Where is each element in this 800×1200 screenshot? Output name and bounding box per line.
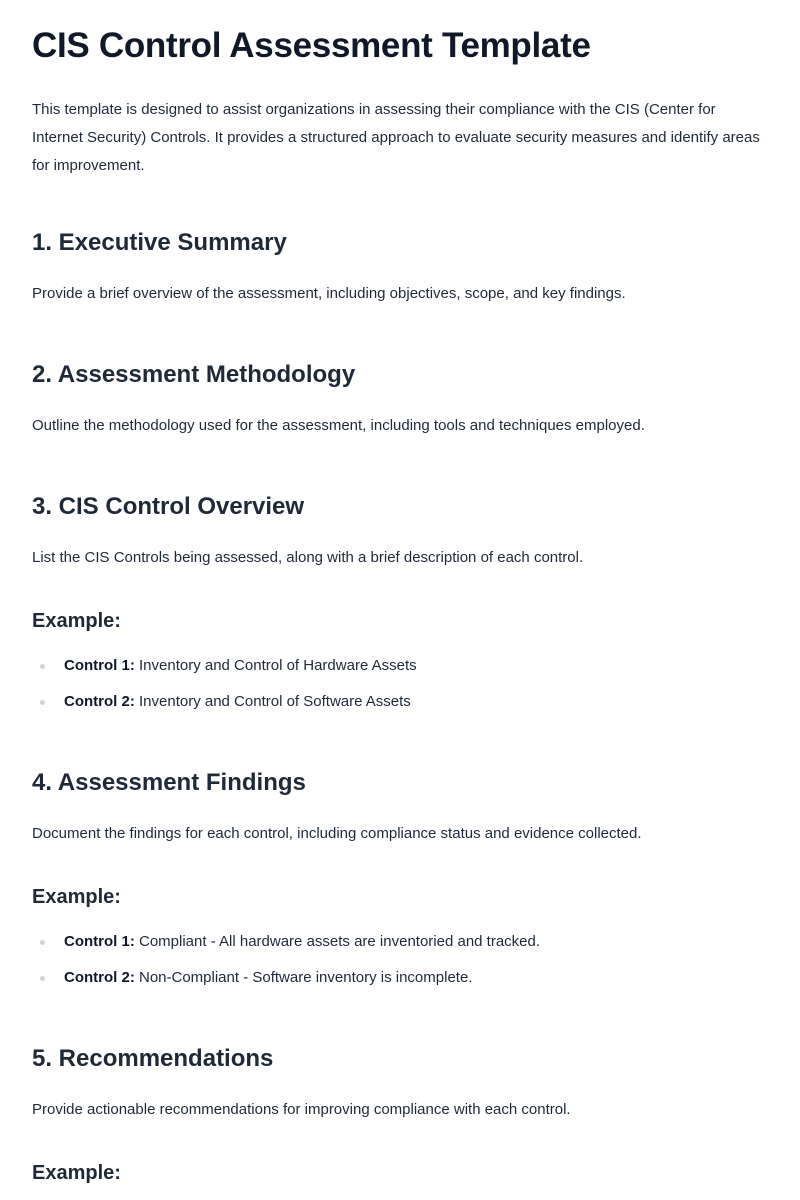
section-heading: 5. Recommendations [32,1045,274,1072]
finding-description: Compliant - All hardware assets are inventoried and tracked. [134,933,541,950]
example-list [32,924,768,996]
bullet-icon [40,940,45,945]
section-cis-control-overview [32,492,768,720]
section-text: Provide actionable recommendations for improving compliance with each control. [32,1101,571,1118]
control-description: Inventory and Control of Software Assets [134,693,411,710]
page-title: CIS Control Assessment Template [32,26,591,65]
control-description: Inventory and Control of Hardware Assets [134,657,417,674]
section-heading: 4. Assessment Findings [32,769,306,796]
section-recommendations [32,1044,768,1186]
control-label: Control 2: [64,969,135,986]
example-heading: Example: [32,886,121,908]
section-text: Outline the methodology used for the assessment, including tools and techniques employed. [32,417,645,434]
section-text: List the CIS Controls being assessed, along with a brief description of each control. [32,549,584,566]
control-label: Control 2: [64,693,135,710]
section-text: Provide a brief overview of the assessment, including objectives, scope, and key findings. [32,285,626,302]
list-item [32,684,768,720]
list-item [32,648,768,684]
example-heading: Example: [32,610,121,632]
section-assessment-methodology [32,360,768,440]
list-item [32,960,768,996]
control-label: Control 1: [64,933,135,950]
section-assessment-findings [32,768,768,996]
section-executive-summary [32,228,768,308]
section-heading: 2. Assessment Methodology [32,361,356,388]
example-heading: Example: [32,1162,121,1184]
bullet-icon [40,976,45,981]
section-heading: 1. Executive Summary [32,229,287,256]
finding-description: Non-Compliant - Software inventory is incomplete. [134,969,473,986]
example-list [32,648,768,720]
bullet-icon [40,664,45,669]
section-text: Document the findings for each control, including compliance status and evidence collected. [32,825,642,842]
control-label: Control 1: [64,657,135,674]
section-heading: 3. CIS Control Overview [32,493,305,520]
list-item [32,924,768,960]
bullet-icon [40,700,45,705]
intro-paragraph: This template is designed to assist organizations in assessing their compliance with the CIS (Center for Internet Security) Controls. It provides a structured approach to evaluate security measures and identify areas for improvement. [32,101,760,174]
